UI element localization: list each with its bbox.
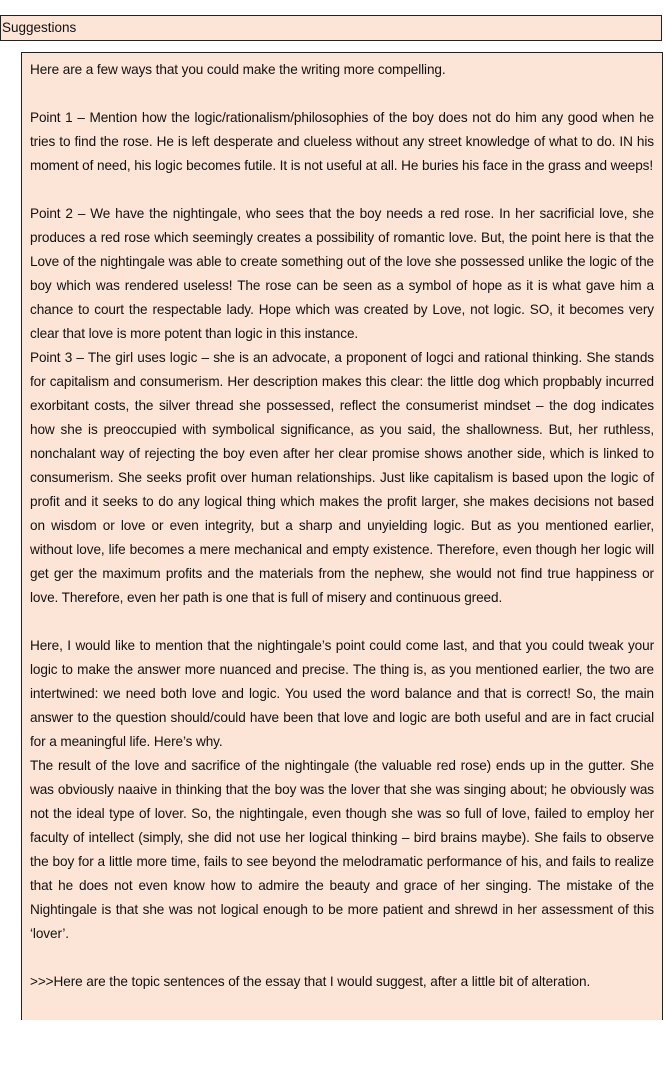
intro-paragraph: Here are a few ways that you could make the writing more compelling. <box>30 62 446 77</box>
suggestions-body <box>21 52 663 1020</box>
nuance-paragraph: Here, I would like to mention that the nightingale’s point could come last, and that you could tweak your logic to make the answer more nuanced and precise. The thing is, as you mentioned earlier, the two are intertwined: we need both love and logic. You used the word balance and that is correct! So, the main answer to the question should/could have been that love and logic are both useful and are in fact crucial for a meaningful life. Here’s why. <box>30 638 654 749</box>
point-2-paragraph: Point 2 – We have the nightingale, who sees that the boy needs a red rose. In her sacrificial love, she produces a red rose which seemingly creates a possibility of romantic love. But, the point here is that the Love of the nightingale was able to create something out of the love she possessed unlike the logic of the boy which was rendered useless! The rose can be seen as a symbol of hope as it is what gave him a chance to court the respectable lady. Hope which was created by Love, not logic. SO, it becomes very clear that love is more potent than logic in this instance. <box>30 206 654 341</box>
topic-sentences-paragraph: >>>Here are the topic sentences of the essay that I would suggest, after a little bit of alteration. <box>30 974 591 989</box>
suggestions-header <box>0 15 662 41</box>
header-title: Suggestions <box>2 20 77 35</box>
nightingale-paragraph: The result of the love and sacrifice of the nightingale (the valuable red rose) ends up in the gutter. She was obviously naaive in thinking that the boy was the lover that she was singing about; he obviously was not the ideal type of lover. So, the nightingale, even though she was so full of love, failed to employ her faculty of intellect (simply, she did not use her logical thinking – bird brains maybe). She fails to observe the boy for a little more time, fails to see beyond the melodramatic performance of his, and fails to realize that he does not even know how to admire the beauty and grace of her singing. The mistake of the Nightingale is that she was not logical enough to be more patient and shrewd in her assessment of this ‘lover’. <box>30 758 654 941</box>
point-1-paragraph: Point 1 – Mention how the logic/rationalism/philosophies of the boy does not do him any good when he tries to find the rose. He is left desperate and clueless without any street knowledge of what to do. IN his moment of need, his logic becomes futile. It is not useful at all. He buries his face in the grass and weeps! <box>30 110 654 173</box>
point-3-paragraph: Point 3 – The girl uses logic – she is an advocate, a proponent of logci and rational thinking. She stands for capitalism and consumerism. Her description makes this clear: the little dog which propbably incurred exorbitant costs, the silver thread she possessed, reflect the consumerist mindset – the dog indicates how she is preoccupied with symbolical significance, as you said, the shallowness. But, her ruthless, nonchalant way of rejecting the boy even after her clear promise shows another side, which is linked to consumerism. She seeks profit over human relationships. Just like capitalism is based upon the logic of profit and it seeks to do any logical thing which makes the profit larger, she makes decisions not based on wisdom or love or even integrity, but a sharp and unyielding logic. But as you mentioned earlier, without love, life becomes a mere mechanical and empty existence. Therefore, even though her logic will get ger the maximum profits and the materials from the nephew, she would not find true happiness or love. Therefore, even her path is one that is full of misery and continuous greed. <box>30 350 654 605</box>
